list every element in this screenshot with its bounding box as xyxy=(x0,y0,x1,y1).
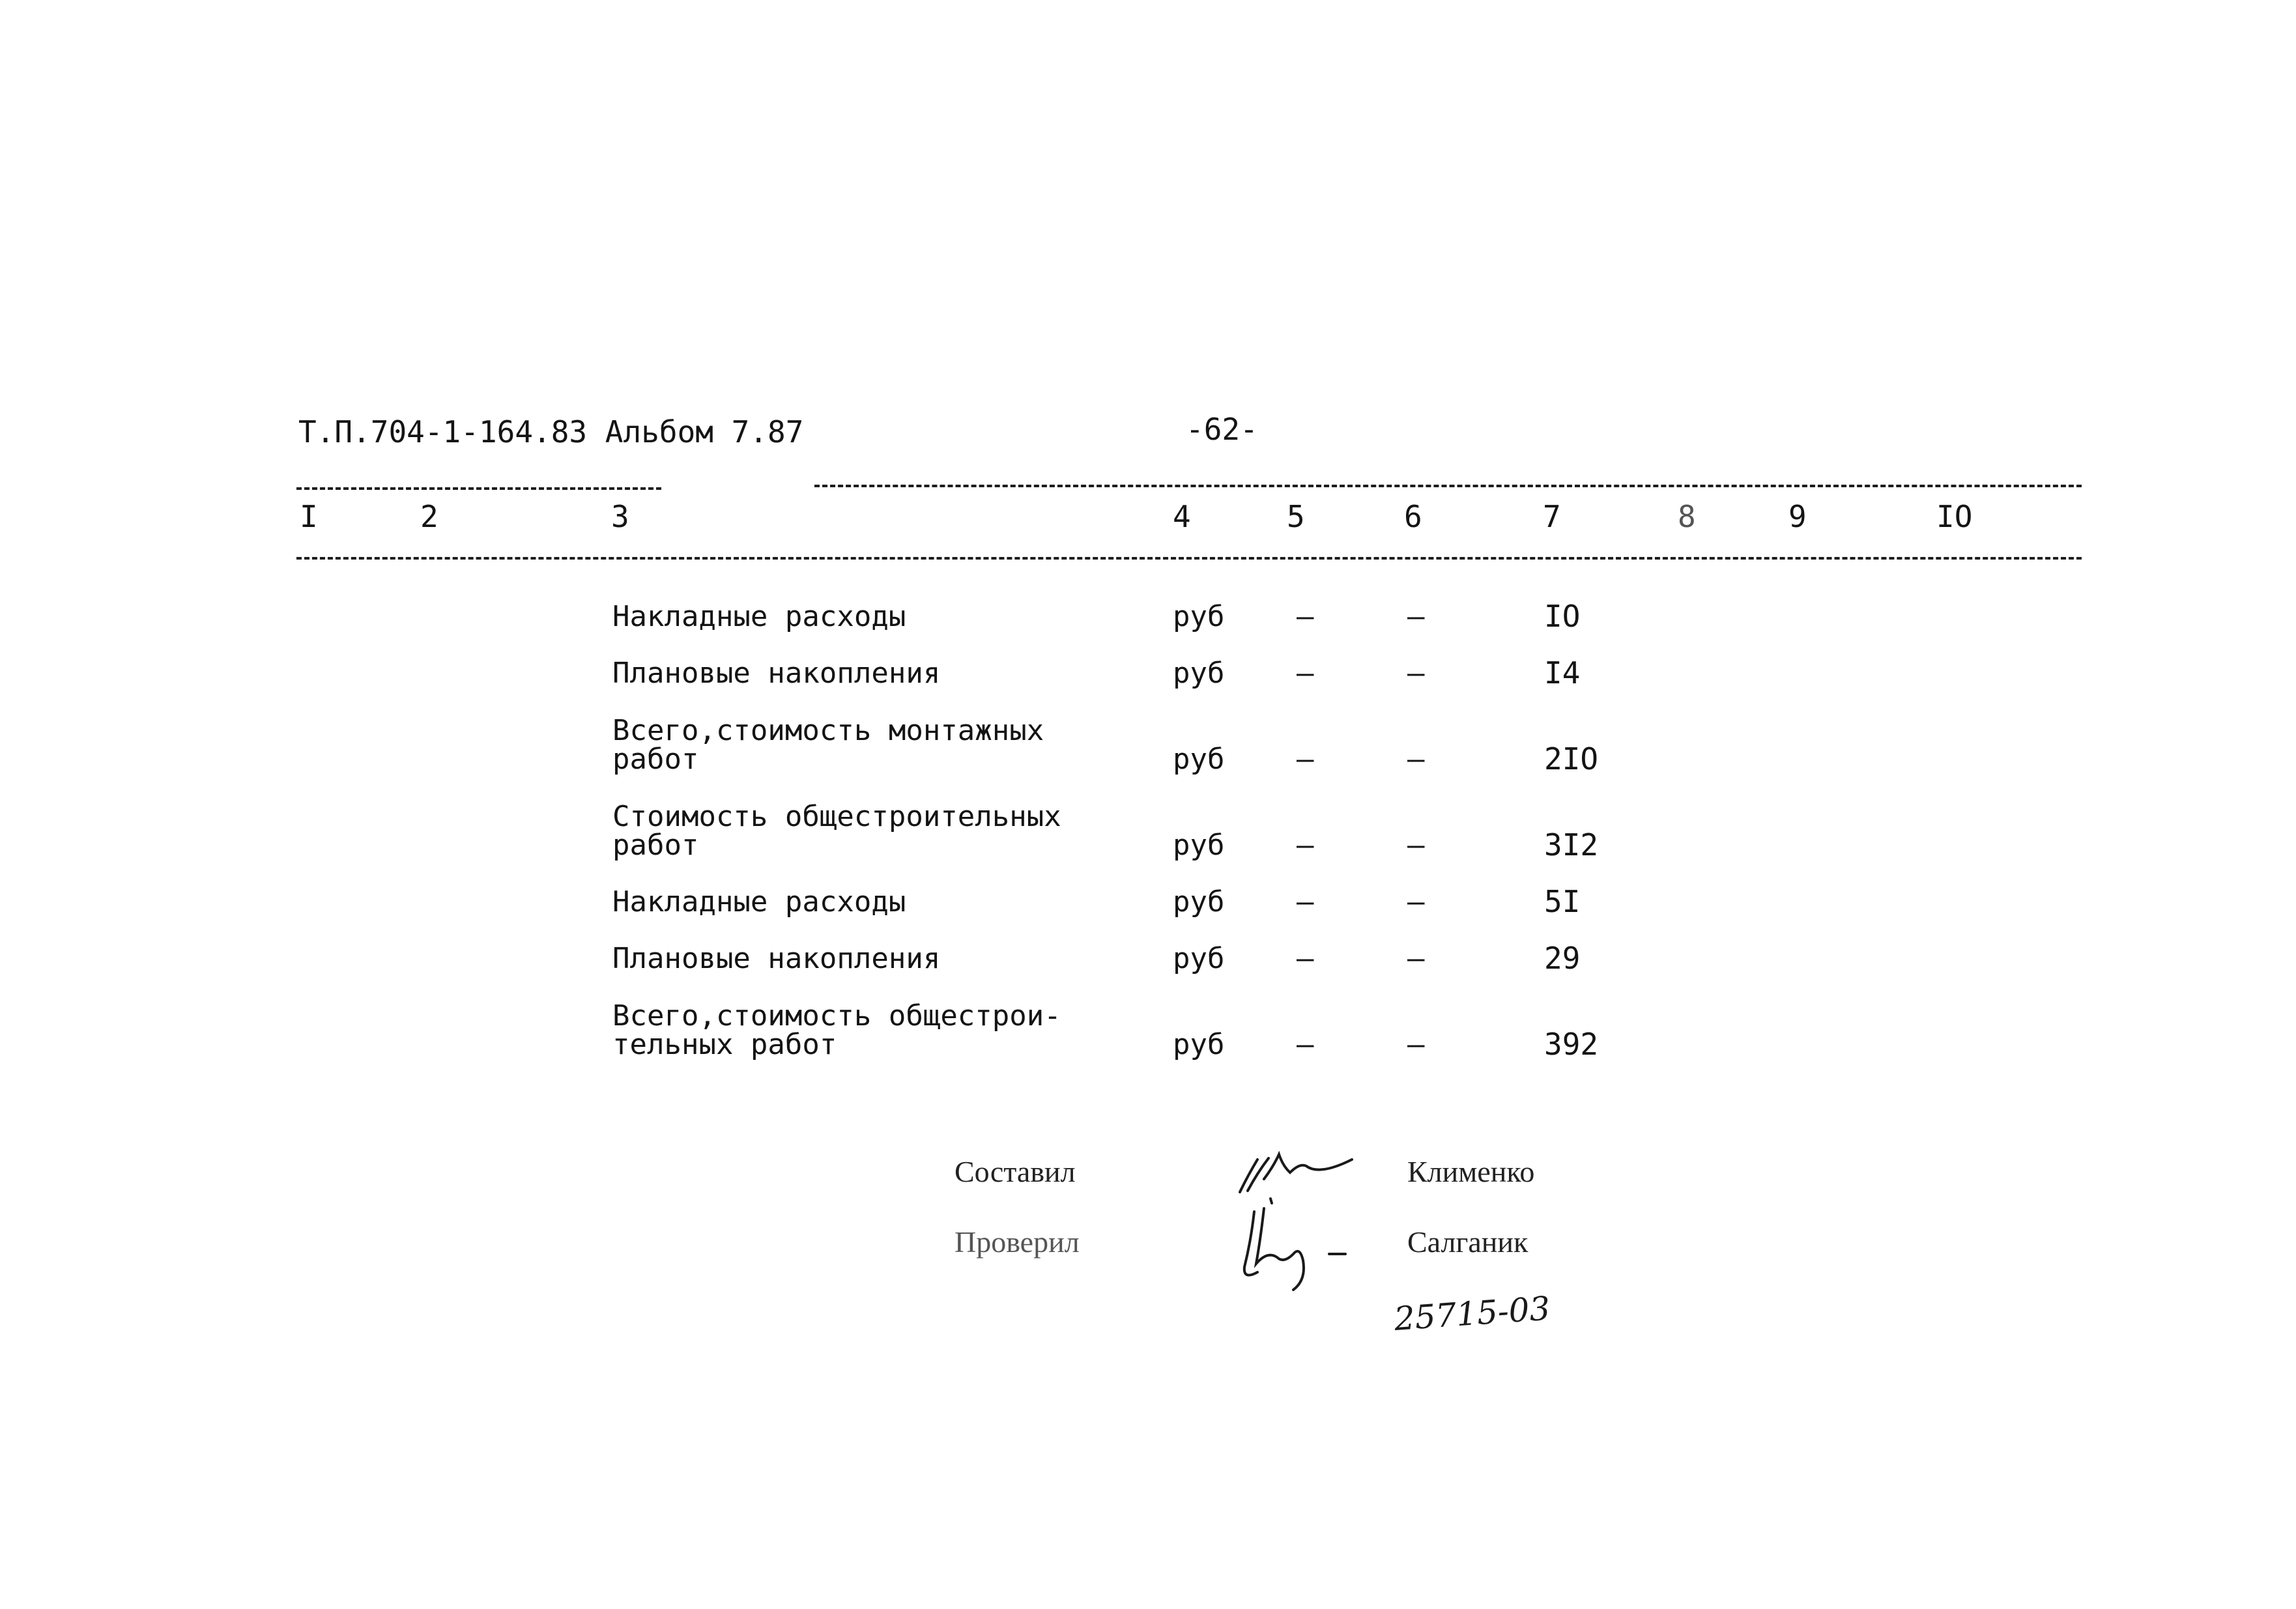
row-col5-dash: – xyxy=(1297,829,1314,862)
row-col5-dash: – xyxy=(1297,743,1314,776)
row-value: 2IO xyxy=(1544,741,1599,776)
column-number-1: I xyxy=(300,499,318,534)
row-label-continuation: тельных работ xyxy=(612,1028,837,1061)
row-col6-dash: – xyxy=(1407,600,1425,633)
row-value: 29 xyxy=(1544,941,1581,976)
table-top-rule-left xyxy=(296,487,661,490)
archive-number: 25715-03 xyxy=(1392,1289,1552,1338)
row-label: Плановые накопления xyxy=(612,942,941,975)
row-col6-dash: – xyxy=(1407,942,1425,975)
page-number: -62- xyxy=(1186,412,1258,447)
checked-by-label: Проверил xyxy=(954,1225,1080,1259)
row-col6-dash: – xyxy=(1407,1028,1425,1061)
row-value: I4 xyxy=(1544,655,1581,691)
column-number-4: 4 xyxy=(1173,499,1191,534)
row-col5-dash: – xyxy=(1297,885,1314,918)
row-unit: руб xyxy=(1173,885,1225,918)
row-col5-dash: – xyxy=(1297,1028,1314,1061)
row-col5-dash: – xyxy=(1297,657,1314,690)
row-value: 3I2 xyxy=(1544,827,1599,862)
row-unit: руб xyxy=(1173,743,1225,776)
row-value: 392 xyxy=(1544,1027,1599,1062)
row-unit: руб xyxy=(1173,942,1225,975)
table-top-rule-right xyxy=(814,485,2082,487)
column-number-3: 3 xyxy=(611,499,629,534)
column-number-7: 7 xyxy=(1543,499,1561,534)
row-label: Стоимость общестроительных xyxy=(612,800,1061,833)
row-label-continuation: работ xyxy=(612,829,699,862)
row-label: Накладные расходы xyxy=(612,600,906,633)
document-reference: Т.П.704-1-164.83 Альбом 7.87 xyxy=(298,414,804,449)
row-label: Всего,стоимость общестрои- xyxy=(612,999,1061,1032)
checked-by-name: Салганик xyxy=(1407,1225,1528,1259)
column-number-9: 9 xyxy=(1788,499,1807,534)
row-value: 5I xyxy=(1544,884,1581,919)
column-number-5: 5 xyxy=(1287,499,1305,534)
checked-by-signature xyxy=(1231,1195,1362,1293)
compiled-by-label: Составил xyxy=(954,1155,1076,1188)
column-number-8: 8 xyxy=(1678,499,1696,534)
row-col6-dash: – xyxy=(1407,743,1425,776)
table-header-rule xyxy=(296,557,2082,560)
column-number-10: IO xyxy=(1936,499,1973,534)
column-number-6: 6 xyxy=(1404,499,1422,534)
compiled-by-name: Клименко xyxy=(1407,1155,1535,1188)
row-col6-dash: – xyxy=(1407,885,1425,918)
row-col6-dash: – xyxy=(1407,829,1425,862)
row-value: IO xyxy=(1544,599,1581,634)
column-number-2: 2 xyxy=(420,499,438,534)
row-unit: руб xyxy=(1173,657,1225,690)
row-col5-dash: – xyxy=(1297,600,1314,633)
row-label: Накладные расходы xyxy=(612,885,906,918)
compiled-by-signature xyxy=(1228,1140,1358,1202)
row-label: Плановые накопления xyxy=(612,657,941,690)
row-col5-dash: – xyxy=(1297,942,1314,975)
row-col6-dash: – xyxy=(1407,657,1425,690)
row-unit: руб xyxy=(1173,829,1225,862)
row-label-continuation: работ xyxy=(612,743,699,776)
row-label: Всего,стоимость монтажных xyxy=(612,714,1044,747)
row-unit: руб xyxy=(1173,1028,1225,1061)
row-unit: руб xyxy=(1173,600,1225,633)
